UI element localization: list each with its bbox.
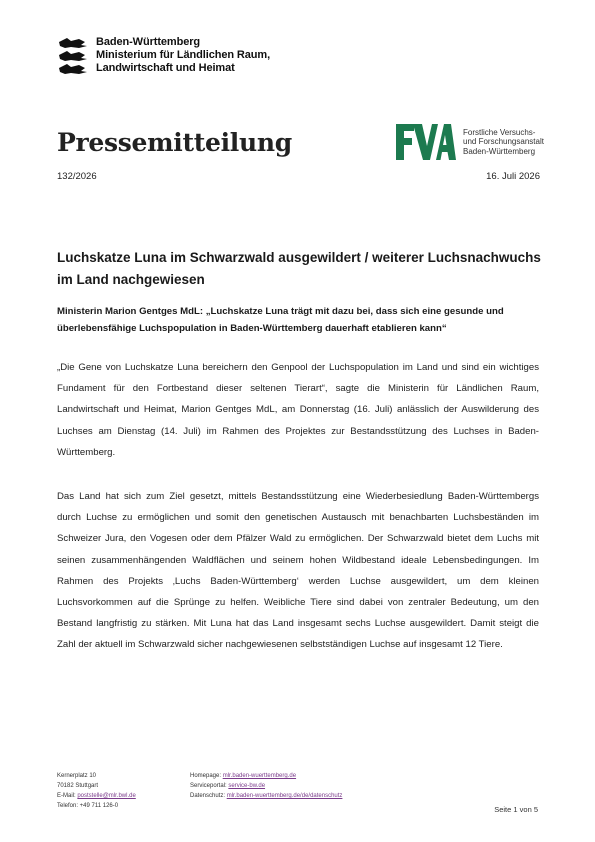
- ministry-line-2: Ministerium für Ländlichen Raum,: [96, 49, 271, 61]
- footer-email-link[interactable]: poststelle@mlr.bwl.de: [77, 793, 136, 799]
- footer-serviceportal-label: Serviceportal:: [190, 783, 229, 789]
- footer-email-label: E-Mail:: [57, 793, 78, 799]
- footer-email-row: [57, 791, 136, 801]
- footer-address-street: Kernerplatz 10: [57, 773, 97, 779]
- footer-homepage-row: [190, 771, 342, 781]
- footer-address-city: 70182 Stuttgart: [57, 783, 99, 789]
- page-title: Pressemitteilung: [57, 128, 292, 157]
- fva-line-3: Baden-Württemberg: [463, 146, 536, 156]
- paragraph-1: „Die Gene von Luchskatze Luna bereichern den Genpool der Luchspopulation im Land und sind ein wichtiges Fundament für den Fortbestand dieser seltenen Tierart“, sagte die Ministerin für Ländlichen Raum, Landwirtschaft und Heimat, Marion Gentges MdL, am Donnerstag (16. Juli) anlässlich der Auswilderung des Luchses am Dienstag (14. Juli) im Rahmen des Projektes zur Bestandsstützung des Luchses in Baden-Württemberg.: [57, 362, 539, 458]
- footer-homepage-label: Homepage:: [190, 773, 223, 779]
- footer-links: [190, 771, 342, 801]
- fva-line-1: Forstliche Versuchs-: [463, 127, 536, 137]
- footer-privacy-link[interactable]: mlr.baden-wuerttemberg.de/de/datenschutz: [226, 793, 343, 799]
- footer-privacy-label: Datenschutz:: [190, 793, 227, 799]
- ministry-line-1: Baden-Württemberg: [96, 36, 201, 48]
- footer-homepage-link[interactable]: mlr.baden-wuerttemberg.de: [222, 773, 297, 779]
- fva-line-2: und Forschungsanstalt: [463, 137, 544, 147]
- fva-logo-icon: [396, 124, 456, 160]
- page-number: Seite 1 von 5: [494, 805, 538, 814]
- footer-serviceportal-row: [190, 781, 342, 791]
- paragraph-2: Das Land hat sich zum Ziel gesetzt, mittels Bestandsstützung eine Wiederbesiedlung Baden-Württembergs durch Luchse zu ermöglichen und somit den genetischen Austausch mit benachbarten Luchsbeständen im Schweizer Jura, den Vogesen oder dem Pfälzer Wald zu ermöglichen. Der Schwarzwald bietet dem Luchs mit seinen zusammenhängenden Waldflächen und seinem hohen Wildbestand ideale Lebensbedingungen. Im Rahmen des Projekts ‚Luchs Baden-Württemberg‘ werden Luchse ausgewildert, um dem kleinen Luchsvorkommen auf die Sprünge zu helfen. Weibliche Tiere sind dabei von zentraler Bedeutung, um den Bestand langfristig zu stärken. Mit Luna hat das Land insgesamt sechs Luchse ausgewildert. Damit steigt die Zahl der aktuell im Schwarzwald sicher nachgewiesenen selbstständigen Luchse auf insgesamt 12 Tiere.: [57, 491, 539, 651]
- footer-privacy-row: [190, 791, 342, 801]
- lions-coat-of-arms-icon: [57, 36, 89, 76]
- ministry-logo: [57, 36, 270, 76]
- headline: Luchskatze Luna im Schwarzwald ausgewildert / weiterer Luchsnachwuchs im Land nachgewiesen: [57, 250, 541, 287]
- fva-logo: [396, 124, 544, 160]
- press-release-number: 132/2026: [57, 171, 97, 182]
- footer-phone: Telefon: +49 711 126-0: [57, 803, 119, 809]
- footer-serviceportal-link[interactable]: service-bw.de: [228, 783, 266, 789]
- footer-contact: [57, 771, 136, 811]
- press-release-date: 16. Juli 2026: [486, 171, 540, 182]
- ministry-line-3: Landwirtschaft und Heimat: [96, 62, 235, 74]
- subheadline: Ministerin Marion Gentges MdL: „Luchskatze Luna trägt mit dazu bei, dass sich eine gesunde und überlebensfähige Luchspopulation in Baden-Württemberg dauerhaft etablieren kann“: [57, 306, 504, 334]
